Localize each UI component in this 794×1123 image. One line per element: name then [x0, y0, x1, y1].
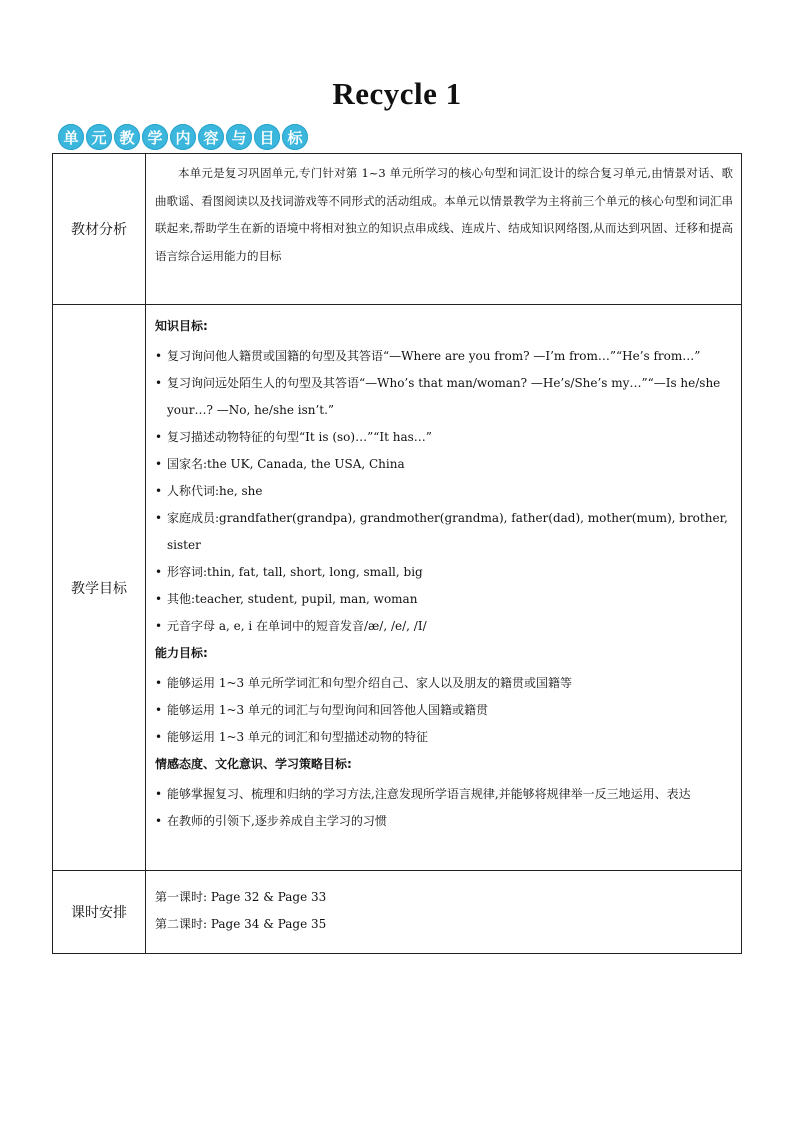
bullet-icon: •: [155, 814, 163, 828]
list-item-text: 复习询问远处陌生人的句型及其答语“—Who’s that man/woman? —He’s/She’s my…”“—Is he/she your…? —No, he/she isn’t.”: [167, 376, 721, 417]
bullet-icon: •: [155, 349, 163, 363]
schedule-row: [53, 871, 742, 954]
list-item-text: 复习询问他人籍贯或国籍的句型及其答语“—Where are you from? —I’m from…”“He’s from…”: [167, 349, 701, 363]
list-item-text: 家庭成员:grandfather(grandpa), grandmother(grandma), father(dad), mother(mum), brother, sister: [167, 511, 728, 552]
list-item-text: 复习描述动物特征的句型“It is (so)…”“It has…”: [167, 430, 432, 444]
bullet-icon: •: [155, 484, 163, 498]
list-item-text: 能够运用 1~3 单元所学词汇和句型介绍自己、家人以及朋友的籍贯或国籍等: [167, 676, 572, 690]
page-title: Recycle 1: [332, 76, 462, 111]
list-item-text: 元音字母 a, e, i 在单词中的短音发音/æ/, /e/, /I/: [167, 619, 427, 633]
list-item-text: 在教师的引领下,逐步养成自主学习的习惯: [167, 814, 387, 828]
unit-plan-table: [52, 153, 742, 954]
bullet-icon: •: [155, 511, 163, 525]
schedule-label: 课时安排: [53, 871, 146, 954]
section-header: [58, 124, 310, 152]
list-item: [155, 724, 733, 751]
section-header-char: 教: [114, 124, 140, 150]
attitude-heading: 情感态度、文化意识、学习策略目标:: [155, 757, 352, 771]
section-header-char: 单: [58, 124, 84, 150]
list-item: [155, 781, 733, 808]
section-header-char: 标: [282, 124, 308, 150]
section-header-char: 容: [198, 124, 224, 150]
list-item: [155, 613, 733, 640]
bullet-icon: •: [155, 703, 163, 717]
bullet-icon: •: [155, 457, 163, 471]
bullet-icon: •: [155, 592, 163, 606]
analysis-cell: [146, 154, 742, 305]
knowledge-heading: 知识目标:: [155, 319, 208, 333]
section-header-char: 目: [254, 124, 280, 150]
list-item: [155, 424, 733, 451]
bullet-icon: •: [155, 376, 163, 390]
list-item-text: 国家名:the UK, Canada, the USA, China: [167, 457, 405, 471]
section-header-char: 元: [86, 124, 112, 150]
list-item-text: 能够运用 1~3 单元的词汇与句型询问和回答他人国籍或籍贯: [167, 703, 488, 717]
list-item: [155, 808, 733, 835]
bullet-icon: •: [155, 730, 163, 744]
analysis-row: [53, 154, 742, 305]
list-item: [155, 586, 733, 613]
list-item: [155, 559, 733, 586]
list-item: [155, 478, 733, 505]
bullet-icon: •: [155, 787, 163, 801]
bullet-icon: •: [155, 676, 163, 690]
ability-heading: 能力目标:: [155, 646, 208, 660]
list-item: [155, 697, 733, 724]
analysis-label: 教材分析: [53, 154, 146, 305]
schedule-item: 第一课时: Page 32 & Page 33: [155, 890, 327, 904]
schedule-cell: [146, 871, 742, 954]
list-item: [155, 370, 733, 424]
list-item: [155, 451, 733, 478]
goals-row: [53, 305, 742, 871]
list-item-text: 能够掌握复习、梳理和归纳的学习方法,注意发现所学语言规律,并能够将规律举一反三地运用、表达: [167, 787, 691, 801]
section-header-char: 学: [142, 124, 168, 150]
list-item-text: 其他:teacher, student, pupil, man, woman: [167, 592, 418, 606]
list-item: [155, 343, 733, 370]
list-item: [155, 670, 733, 697]
list-item-text: 形容词:thin, fat, tall, short, long, small, big: [167, 565, 423, 579]
list-item-text: 人称代词:he, she: [167, 484, 263, 498]
goals-label: 教学目标: [53, 305, 146, 871]
bullet-icon: •: [155, 430, 163, 444]
list-item: [155, 505, 733, 559]
bullet-icon: •: [155, 619, 163, 633]
analysis-text: 本单元是复习巩固单元,专门针对第 1~3 单元所学习的核心句型和词汇设计的综合复习单元,由情景对话、歌曲歌谣、看图阅读以及找词游戏等不同形式的活动组成。本单元以情景教学为主将前三个单元的核心句型和词汇串联起来,帮助学生在新的语境中将相对独立的知识点串成线、连成片、结成知识网络图,从而达到巩固、迁移和提高语言综合运用能力的目标: [155, 166, 733, 263]
schedule-item: 第二课时: Page 34 & Page 35: [155, 917, 327, 931]
section-header-char: 与: [226, 124, 252, 150]
list-item-text: 能够运用 1~3 单元的词汇和句型描述动物的特征: [167, 730, 428, 744]
section-header-char: 内: [170, 124, 196, 150]
bullet-icon: •: [155, 565, 163, 579]
goals-cell: [146, 305, 742, 871]
